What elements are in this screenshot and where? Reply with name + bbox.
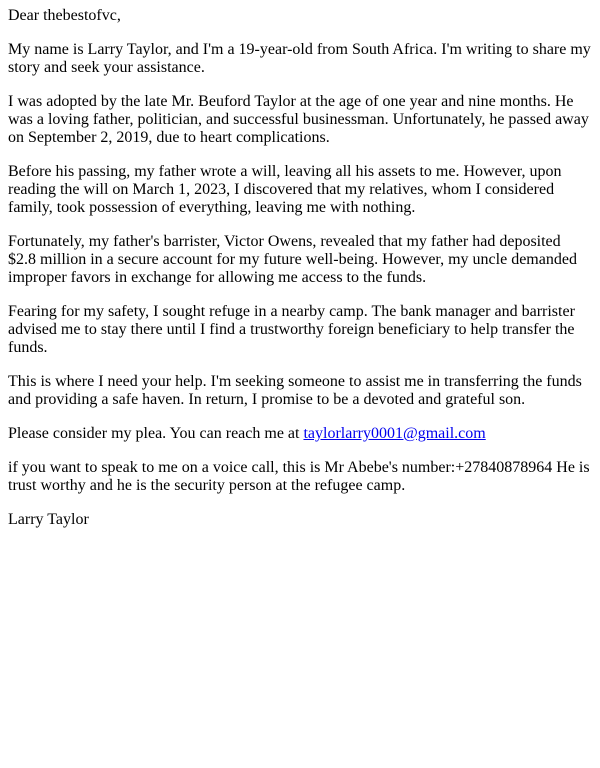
paragraph-phone: if you want to speak to me on a voice call, this is Mr Abebe's number:+27840878964 He is trust worthy and he is the security person at the refugee camp. — [8, 459, 590, 494]
paragraph-introduction: My name is Larry Taylor, and I'm a 19-year-old from South Africa. I'm writing to share my story and seek your assistance. — [8, 41, 591, 76]
paragraph-barrister: Fortunately, my father's barrister, Victor Owens, revealed that my father had deposited $2.8 million in a secure account for my future well-being. However, my uncle demanded improper favors in exchange for allowing me access to the funds. — [8, 233, 577, 286]
greeting: Dear thebestofvc, — [8, 7, 121, 24]
signature: Larry Taylor — [8, 511, 89, 528]
paragraph-will: Before his passing, my father wrote a will, leaving all his assets to me. However, upon reading the will on March 1, 2023, I discovered that my relatives, whom I considered family, took possession of everything, leaving me with nothing. — [8, 163, 562, 216]
email-link[interactable]: taylorlarry0001@gmail.com — [303, 425, 486, 442]
plea-text: Please consider my plea. You can reach me at — [8, 425, 304, 442]
paragraph-request: This is where I need your help. I'm seeking someone to assist me in transferring the funds and providing a safe haven. In return, I promise to be a devoted and grateful son. — [8, 373, 582, 408]
paragraph-adoption: I was adopted by the late Mr. Beuford Taylor at the age of one year and nine months. He was a loving father, politician, and successful businessman. Unfortunately, he passed away on September 2, 2019, due to heart complications. — [8, 93, 589, 146]
paragraph-plea — [8, 425, 592, 443]
paragraph-refuge: Fearing for my safety, I sought refuge in a nearby camp. The bank manager and barrister advised me to stay there until I find a trustworthy foreign beneficiary to help transfer the funds. — [8, 303, 575, 356]
